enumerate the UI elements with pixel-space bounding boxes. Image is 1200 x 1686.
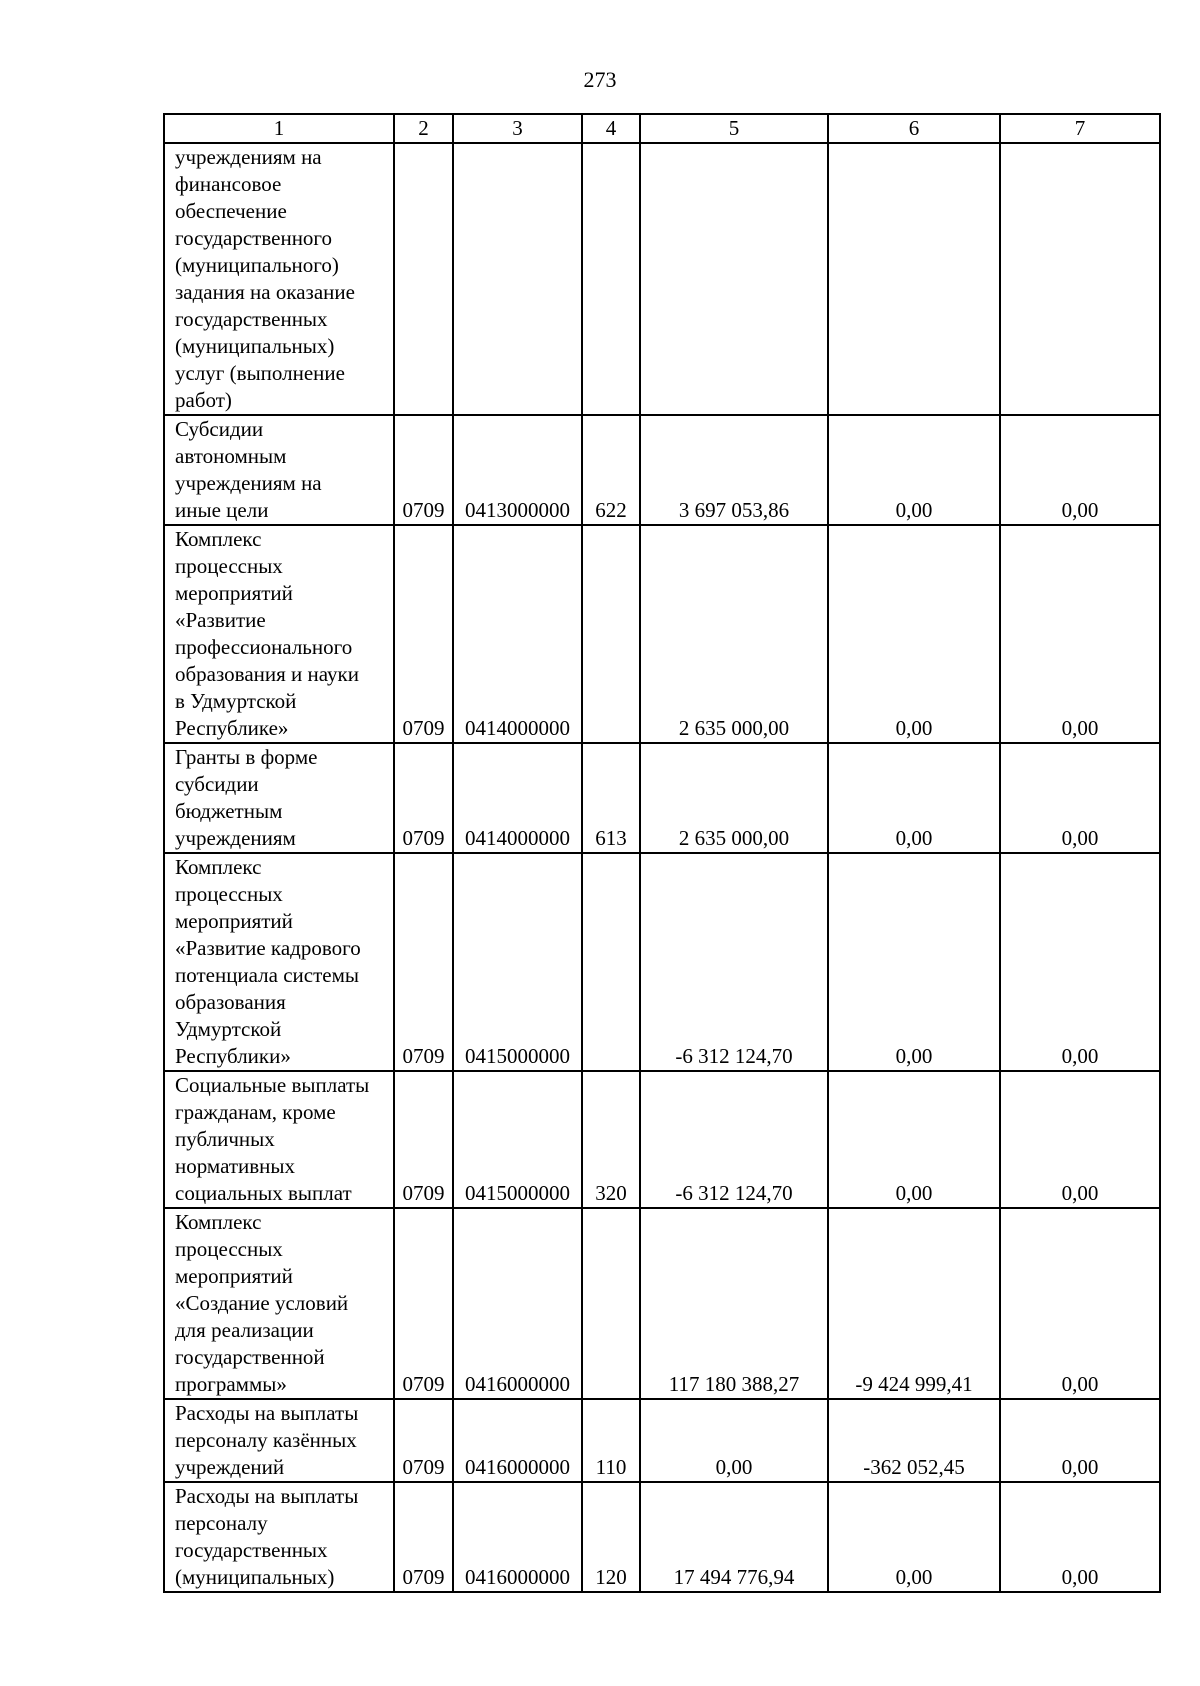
amount-col-5: 2 635 000,00 [640,525,828,743]
column-header: 7 [1000,114,1160,143]
amount-col-6: 0,00 [828,525,1000,743]
expense-type-code [582,525,640,743]
amount-col-6: 0,00 [828,1482,1000,1592]
amount-col-7: 0,00 [1000,525,1160,743]
expense-name: учреждениям на финансовое обеспечение государственного (муниципального) задания на оказание государственных (муниципальных) услуг (выполнение работ) [164,143,394,415]
amount-col-7: 0,00 [1000,1399,1160,1482]
amount-col-5 [640,143,828,415]
table-row [164,1399,1160,1482]
table-header-row [164,114,1160,143]
target-code: 0415000000 [453,1071,582,1208]
expense-name: Расходы на выплаты персоналу государственных (муниципальных) [164,1482,394,1592]
amount-col-7: 0,00 [1000,853,1160,1071]
target-code [453,143,582,415]
amount-col-6: -9 424 999,41 [828,1208,1000,1399]
amount-col-7: 0,00 [1000,1208,1160,1399]
expense-type-code: 622 [582,415,640,525]
amount-col-7: 0,00 [1000,1482,1160,1592]
section-code [394,143,453,415]
expense-name: Социальные выплаты гражданам, кроме публичных нормативных социальных выплат [164,1071,394,1208]
amount-col-7 [1000,143,1160,415]
column-header: 2 [394,114,453,143]
expense-type-code: 120 [582,1482,640,1592]
expense-name: Комплекс процессных мероприятий «Развитие кадрового потенциала системы образования Удмуртской Республики» [164,853,394,1071]
section-code: 0709 [394,743,453,853]
amount-col-6: 0,00 [828,415,1000,525]
column-header: 3 [453,114,582,143]
expense-type-code [582,1208,640,1399]
amount-col-5: 0,00 [640,1399,828,1482]
column-header: 4 [582,114,640,143]
page-number: 273 [583,67,617,92]
amount-col-5: -6 312 124,70 [640,853,828,1071]
amount-col-7: 0,00 [1000,1071,1160,1208]
expense-type-code [582,143,640,415]
column-header: 6 [828,114,1000,143]
target-code: 0416000000 [453,1482,582,1592]
amount-col-7: 0,00 [1000,743,1160,853]
amount-col-7: 0,00 [1000,415,1160,525]
amount-col-6: 0,00 [828,853,1000,1071]
expense-type-code: 110 [582,1399,640,1482]
section-code: 0709 [394,525,453,743]
expense-type-code [582,853,640,1071]
amount-col-5: 2 635 000,00 [640,743,828,853]
table-row [164,853,1160,1071]
table-row [164,143,1160,415]
expense-name: Субсидии автономным учреждениям на иные цели [164,415,394,525]
amount-col-5: 17 494 776,94 [640,1482,828,1592]
target-code: 0414000000 [453,525,582,743]
section-code: 0709 [394,1208,453,1399]
expense-name: Комплекс процессных мероприятий «Создание условий для реализации государственной программы» [164,1208,394,1399]
amount-col-5: 3 697 053,86 [640,415,828,525]
amount-col-5: -6 312 124,70 [640,1071,828,1208]
amount-col-6 [828,143,1000,415]
table-row [164,1208,1160,1399]
target-code: 0416000000 [453,1208,582,1399]
budget-table [163,113,1161,1593]
table-row [164,415,1160,525]
section-code: 0709 [394,1399,453,1482]
expense-name: Расходы на выплаты персоналу казённых учреждений [164,1399,394,1482]
column-header: 5 [640,114,828,143]
expense-type-code: 613 [582,743,640,853]
target-code: 0413000000 [453,415,582,525]
column-header: 1 [164,114,394,143]
table-row [164,1071,1160,1208]
amount-col-6: 0,00 [828,743,1000,853]
expense-name: Гранты в форме субсидии бюджетным учреждениям [164,743,394,853]
target-code: 0414000000 [453,743,582,853]
section-code: 0709 [394,853,453,1071]
section-code: 0709 [394,1482,453,1592]
amount-col-6: -362 052,45 [828,1399,1000,1482]
section-code: 0709 [394,415,453,525]
table-row [164,743,1160,853]
expense-name: Комплекс процессных мероприятий «Развитие профессионального образования и науки в Удмуртской Республике» [164,525,394,743]
table-row [164,525,1160,743]
amount-col-5: 117 180 388,27 [640,1208,828,1399]
expense-type-code: 320 [582,1071,640,1208]
table-row [164,1482,1160,1592]
target-code: 0415000000 [453,853,582,1071]
amount-col-6: 0,00 [828,1071,1000,1208]
section-code: 0709 [394,1071,453,1208]
target-code: 0416000000 [453,1399,582,1482]
